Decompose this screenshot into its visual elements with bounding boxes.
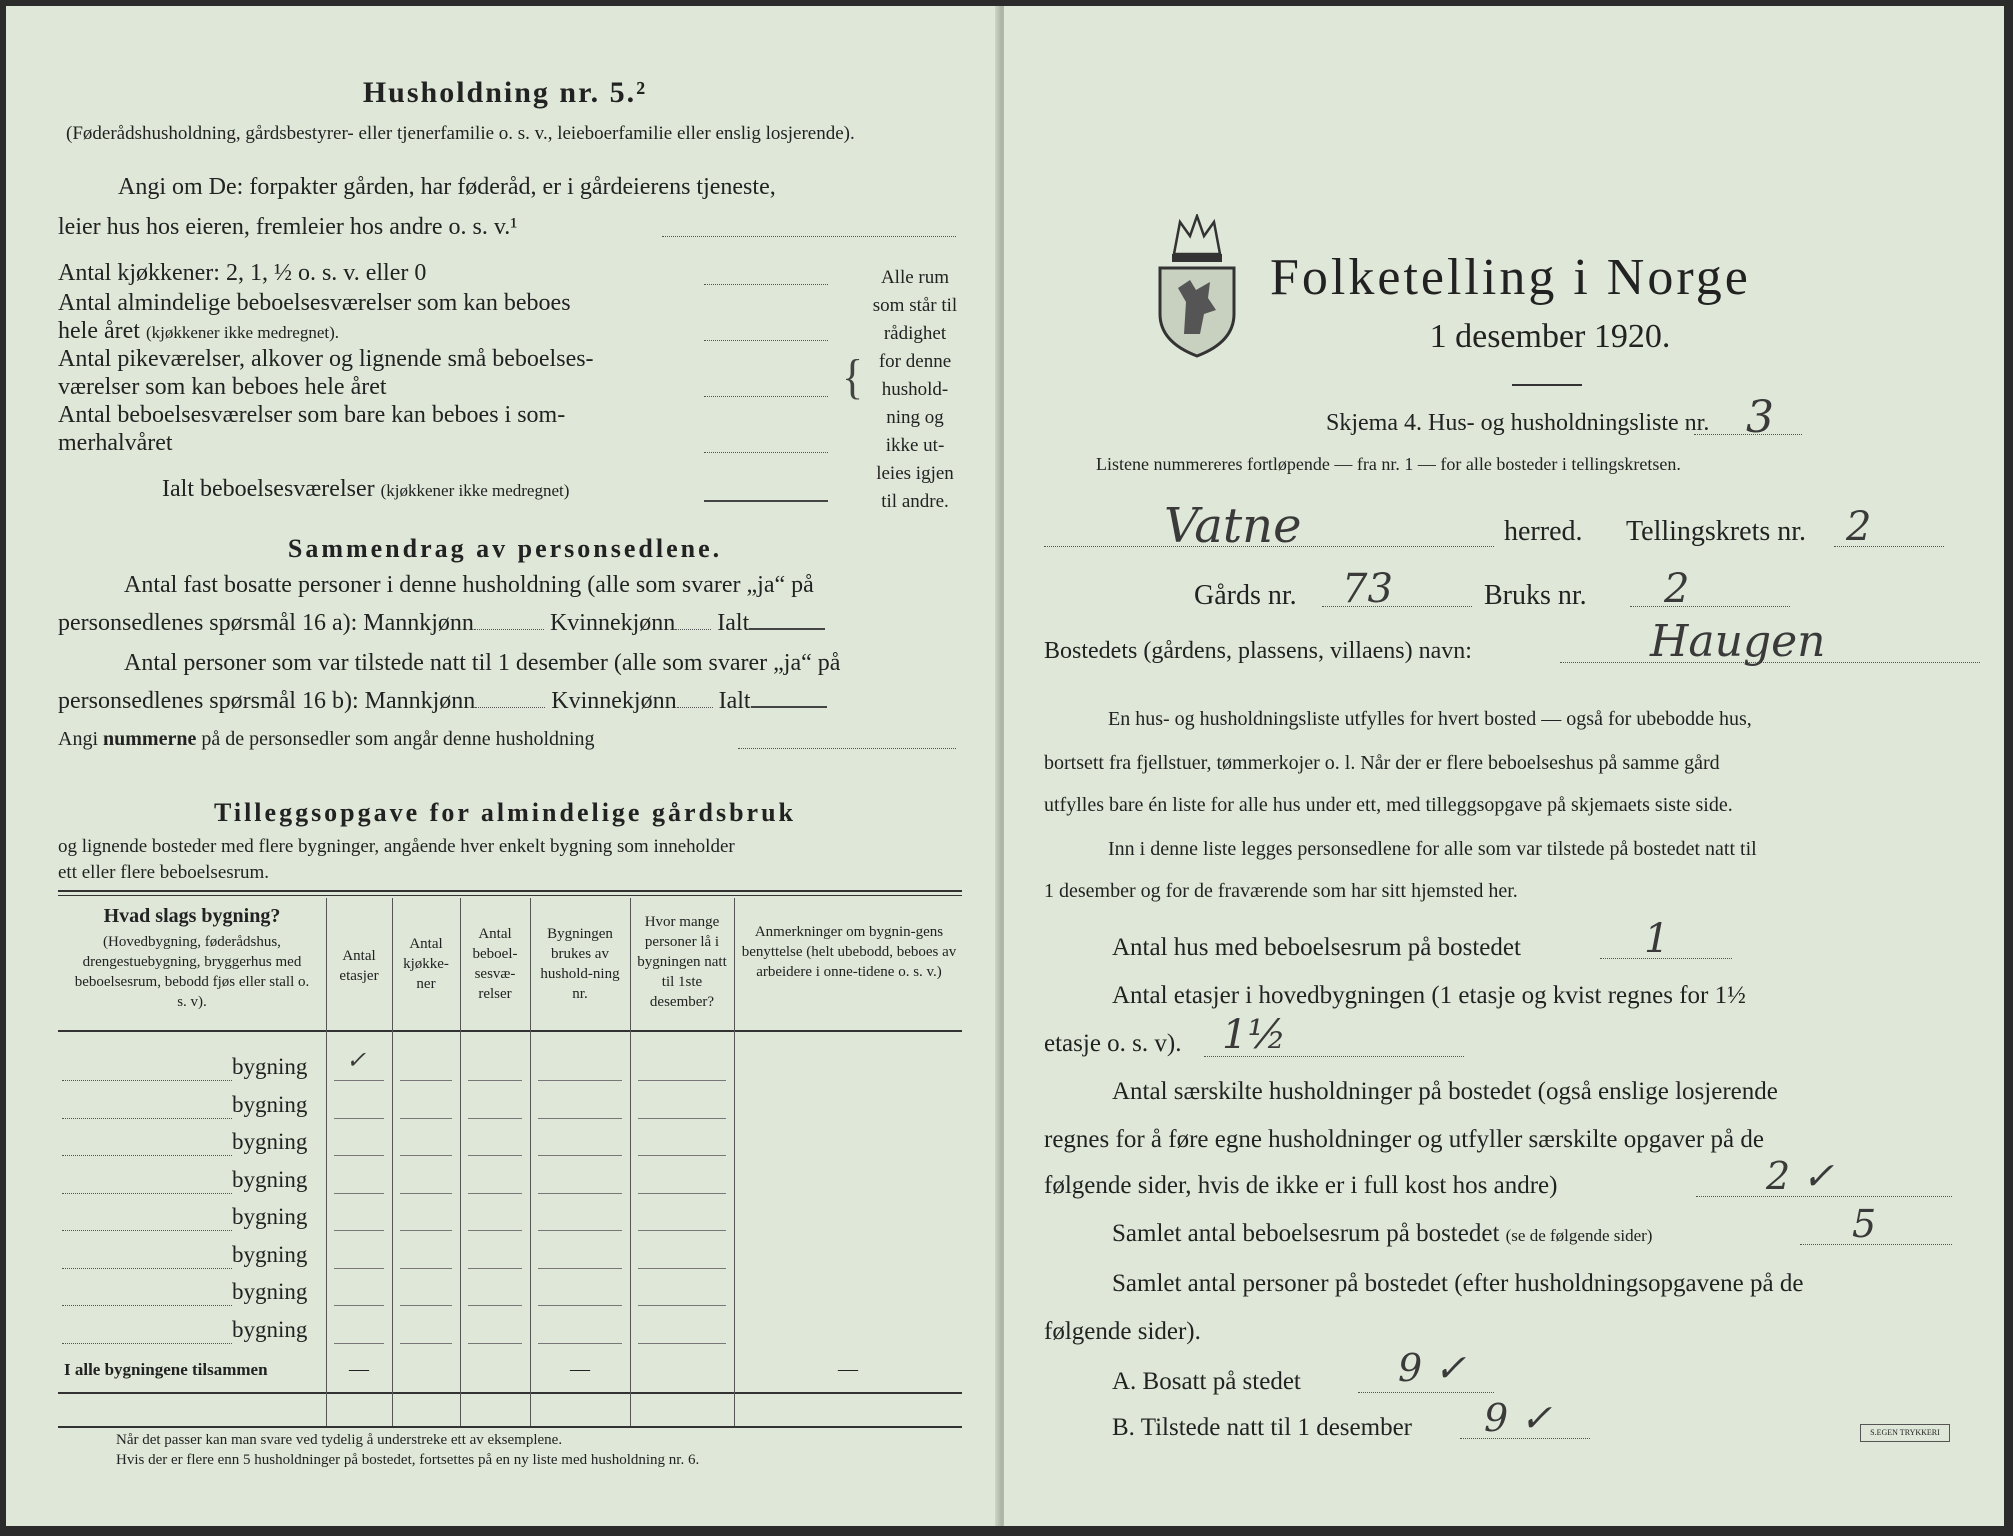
col-header-anmerkninger: Anmerkninger om bygnin-gens benyttelse (helt ubebodd, beboes av arbeidere i onne-tidene o. s. v.) [741, 924, 957, 980]
cell-line [400, 1080, 452, 1081]
household-title: Husholdning nr. 5.² [362, 76, 648, 109]
col-divider [326, 898, 327, 1426]
row-label: bygning [232, 1241, 308, 1267]
bosted-label: Bostedets (gårdens, plassens, villaens) navn: [1044, 638, 1472, 664]
row-label: bygning [232, 1054, 308, 1079]
pike-line [704, 396, 828, 397]
bosatt-value: 9 ✓ [1398, 1346, 1467, 1390]
tilstede-label: B. Tilstede natt til 1 desember [1112, 1414, 1412, 1441]
cell-line [538, 1230, 622, 1231]
cell-line [538, 1305, 622, 1306]
cell-line [400, 1118, 452, 1119]
cell-line [468, 1193, 522, 1194]
brace-note-line: til andre. [881, 491, 949, 512]
ialt-rooms-line [704, 500, 828, 502]
col-header-beboelsesvaerelser: Antal beboel-sesvæ-relser [472, 926, 518, 1002]
row-label: bygning [232, 1279, 308, 1304]
hus-value: 1 [1644, 916, 1670, 962]
bosatt-line [1358, 1392, 1494, 1393]
col-header-kjokkener: Antal kjøkke-ner [403, 936, 449, 992]
brace: { [842, 350, 864, 404]
brace-note [860, 264, 970, 516]
title-rule [1512, 384, 1582, 386]
household-note: (Føderådshusholdning, gårdsbestyrer- eller tjenerfamilie o. s. v., leieboerfamilie eller enslig losjerende). [66, 123, 855, 144]
brace-note-line: ikke ut- [885, 435, 945, 456]
samlet-rum: Samlet antal beboelsesrum på bostedet (se de følgende sider) [1112, 1220, 1653, 1247]
alm-rooms-2: hele året (kjøkkener ikke medregnet). [58, 318, 339, 344]
table-total-rule [58, 1392, 962, 1394]
info-line-1: En hus- og husholdningsliste utfylles for hvert bosted — også for ubebodde hus, [1108, 708, 1752, 730]
bosatt-label: A. Bosatt på stedet [1112, 1368, 1301, 1395]
cell-line [400, 1305, 452, 1306]
bruks-label: Bruks nr. [1484, 580, 1587, 611]
angi-line-1: Angi om De: forpakter gården, har føderåd, er i gårdeierens tjeneste, [118, 174, 776, 200]
coat-of-arms-icon [1154, 214, 1240, 358]
hus-label: Antal hus med beboelsesrum på bostedet [1112, 934, 1521, 961]
total-label: I alle bygningene tilsammen [64, 1360, 268, 1379]
bruks-value: 2 [1664, 566, 1690, 612]
cell-line [468, 1118, 522, 1119]
cell-line [334, 1080, 384, 1081]
info-line-5: 1 desember og for de fraværende som har sitt hjemsted her. [1044, 880, 1518, 902]
printer-stamp: S.EGEN TRYKKERI [1860, 1424, 1950, 1442]
krets-value: 2 [1846, 504, 1872, 550]
kjokkener-line [704, 284, 828, 285]
cell-line [334, 1118, 384, 1119]
row-type-line [62, 1268, 232, 1269]
list-nr-value: 3 [1746, 392, 1774, 443]
samlet-pers-2: følgende sider). [1044, 1318, 1201, 1345]
samlet-rum-value: 5 [1852, 1202, 1877, 1246]
col-divider [530, 898, 531, 1426]
col-divider [392, 898, 393, 1426]
supplement-title: Tilleggsopgave for almindelige gårdsbruk [213, 798, 797, 827]
samlet-pers-1: Samlet antal personer på bostedet (efter husholdningsopgavene på de [1112, 1270, 1804, 1297]
total-dash: — [349, 1358, 369, 1380]
cell-line [538, 1268, 622, 1269]
sommer-1: Antal beboelsesværelser som bare kan beboes i som- [58, 402, 566, 428]
tilstede-value: 9 ✓ [1484, 1396, 1553, 1440]
gards-value: 73 [1342, 566, 1393, 612]
herred-value: Vatne [1164, 498, 1302, 554]
cell-line [468, 1343, 522, 1344]
cell-line [538, 1080, 622, 1081]
info-line-3: utfylles bare én liste for alle hus under ett, med tilleggsopgave på skjemaets siste side. [1044, 794, 1733, 816]
cell-line [400, 1343, 452, 1344]
pike-1: Antal pikeværelser, alkover og lignende små beboelses- [58, 346, 594, 372]
info-line-4: Inn i denne liste legges personsedlene for alle som var tilstede på bostedet natt til [1108, 838, 1757, 860]
row-label: bygning [232, 1166, 308, 1192]
cell-line [334, 1343, 384, 1344]
etasjer-line-2: etasje o. s. v). [1044, 1030, 1182, 1057]
krets-label: Tellingskrets nr. [1626, 516, 1807, 547]
cell-line [638, 1230, 726, 1231]
nummerne-line [738, 748, 956, 749]
hush-line-1: Antal særskilte husholdninger på bostedet (også enslige losjerende [1112, 1078, 1778, 1105]
bosted-value: Haugen [1650, 616, 1826, 667]
col-header-etasjer: Antal etasjer [339, 948, 379, 984]
cell-line [638, 1305, 726, 1306]
herred-label: herred. [1504, 516, 1583, 547]
cell-line [334, 1268, 384, 1269]
tilstede-line-1: Antal personer som var tilstede natt til 1 desember (alle som svarer „ja“ på [124, 650, 841, 676]
main-title: Folketelling i Norge [1270, 249, 1751, 306]
tilstede-line-2: personsedlenes spørsmål 16 b): Mannkjønn Kvinnekjønn Ialt [58, 688, 827, 715]
cell-line [468, 1268, 522, 1269]
row-type-line [62, 1305, 232, 1306]
footnote-2: Hvis der er flere enn 5 husholdninger på bostedet, fortsettes på en ny liste med husholdning nr. 6. [116, 1452, 700, 1468]
col-divider [630, 898, 631, 1426]
summary-title: Sammendrag av personsedlene. [287, 534, 723, 563]
brace-note-line: rådighet [883, 323, 947, 344]
row-type-line [62, 1118, 232, 1119]
etasjer-line-1: Antal etasjer i hovedbygningen (1 etasje og kvist regnes for 1½ [1112, 982, 1746, 1009]
cell-line [638, 1080, 726, 1081]
row-type-line [62, 1230, 232, 1231]
cell-line [638, 1268, 726, 1269]
cell-line [538, 1118, 622, 1119]
row-label: bygning [232, 1316, 308, 1342]
hush-line-3: følgende sider, hvis de ikke er i full kost hos andre) [1044, 1172, 1558, 1199]
cell-line [400, 1193, 452, 1194]
cell-line [638, 1343, 726, 1344]
cell-line [334, 1193, 384, 1194]
row-type-line [62, 1343, 232, 1344]
col-divider [460, 898, 461, 1426]
cell-line [334, 1305, 384, 1306]
hush-value: 2 ✓ [1766, 1154, 1835, 1198]
kjokkener-label: Antal kjøkkener: 2, 1, ½ o. s. v. eller 0 [58, 260, 427, 286]
gards-label: Gårds nr. [1194, 580, 1297, 611]
cell-line [400, 1230, 452, 1231]
cell-line [538, 1193, 622, 1194]
cell-line [538, 1343, 622, 1344]
row-label: bygning [232, 1091, 308, 1117]
col-header-husholdning: Bygningen brukes av hushold-ning nr. [540, 926, 620, 1002]
brace-note-line: Alle rum [880, 267, 950, 288]
alm-rooms-1: Antal almindelige beboelsesværelser som kan beboes [58, 290, 571, 316]
angi-nummerne: Angi nummerne på de personsedler som angår denne husholdning [58, 728, 595, 750]
ialt-rooms: Ialt beboelsesværelser (kjøkkener ikke medregnet) [162, 476, 570, 502]
skjema-label: Skjema 4. Hus- og husholdningsliste nr. [1326, 410, 1710, 436]
brace-note-line: hushold- [881, 379, 949, 400]
cell-line [538, 1155, 622, 1156]
row-type-line [62, 1155, 232, 1156]
fast-line-1: Antal fast bosatte personer i denne husholdning (alle som svarer „ja“ på [124, 572, 814, 598]
row-label: bygning [232, 1204, 308, 1229]
fast-line-2: personsedlenes spørsmål 16 a): Mannkjønn Kvinnekjønn Ialt [58, 610, 825, 637]
table-top-rule-2 [58, 895, 962, 896]
cell-line [638, 1118, 726, 1119]
brace-note-line: som står til [872, 295, 958, 316]
row-type-line [62, 1193, 232, 1194]
row-type-line [62, 1080, 232, 1081]
cell-line [468, 1305, 522, 1306]
cell-line [334, 1155, 384, 1156]
total-dash: — [570, 1358, 590, 1380]
cell-line [468, 1080, 522, 1081]
brace-note-line: ning og [886, 407, 944, 428]
sommer-line [704, 452, 828, 453]
cell-line [638, 1193, 726, 1194]
cell-line [468, 1230, 522, 1231]
etasjer-value: 1½ [1222, 1012, 1287, 1058]
info-line-2: bortsett fra fjellstuer, tømmerkojer o. l. Når der er flere beboelseshus på samme gård [1044, 752, 1720, 774]
footnote-1: Når det passer kan man svare ved tydelig å understreke ett av eksemplene. [116, 1432, 563, 1448]
census-date: 1 desember 1920. [1429, 318, 1671, 355]
row-label: bygning [232, 1129, 308, 1154]
col-divider [734, 898, 735, 1426]
cell-line [400, 1155, 452, 1156]
table-header-rule [58, 1030, 962, 1032]
col-header-personer: Hvor mange personer lå i bygningen natt til 1ste desember? [637, 914, 727, 1010]
left-page [6, 6, 1004, 1526]
nummereres-note: Listene nummereres fortløpende — fra nr. 1 — for alle bosteder i tellingskretsen. [1096, 454, 1681, 474]
cell-line [334, 1230, 384, 1231]
cell-line [468, 1155, 522, 1156]
supplement-note-2: ett eller flere beboelsesrum. [58, 862, 270, 883]
alm-rooms-line [704, 340, 828, 341]
supplement-note-1: og lignende bosteder med flere bygninger, angående hver enkelt bygning som inneholder [58, 836, 735, 857]
angi-answer-line [662, 236, 956, 237]
col-note-building-type: (Hovedbygning, føderådshus, drengestuebygning, bryggerhus med beboelsesrum, bebodd fjøs eller stall o. s. v). [74, 934, 310, 1010]
right-page [1004, 6, 2004, 1526]
cell-line [638, 1155, 726, 1156]
hush-line-2: regnes for å føre egne husholdninger og utfyller særskilte opgaver på de [1044, 1126, 1764, 1153]
brace-note-line: for denne [878, 351, 952, 372]
col-title-building-type: Hvad slags bygning? [103, 905, 281, 927]
total-dash: — [838, 1358, 858, 1380]
pike-2: værelser som kan beboes hele året [58, 374, 387, 400]
check-mark: ✓ [346, 1046, 367, 1074]
table-top-rule [58, 890, 962, 892]
brace-note-line: leies igjen [876, 463, 954, 484]
cell-line [400, 1268, 452, 1269]
angi-line-2: leier hus hos eieren, fremleier hos andre o. s. v.¹ [58, 214, 518, 240]
sommer-2: merhalvåret [58, 430, 173, 456]
table-bottom-rule [58, 1426, 962, 1428]
bruks-line [1630, 606, 1790, 607]
